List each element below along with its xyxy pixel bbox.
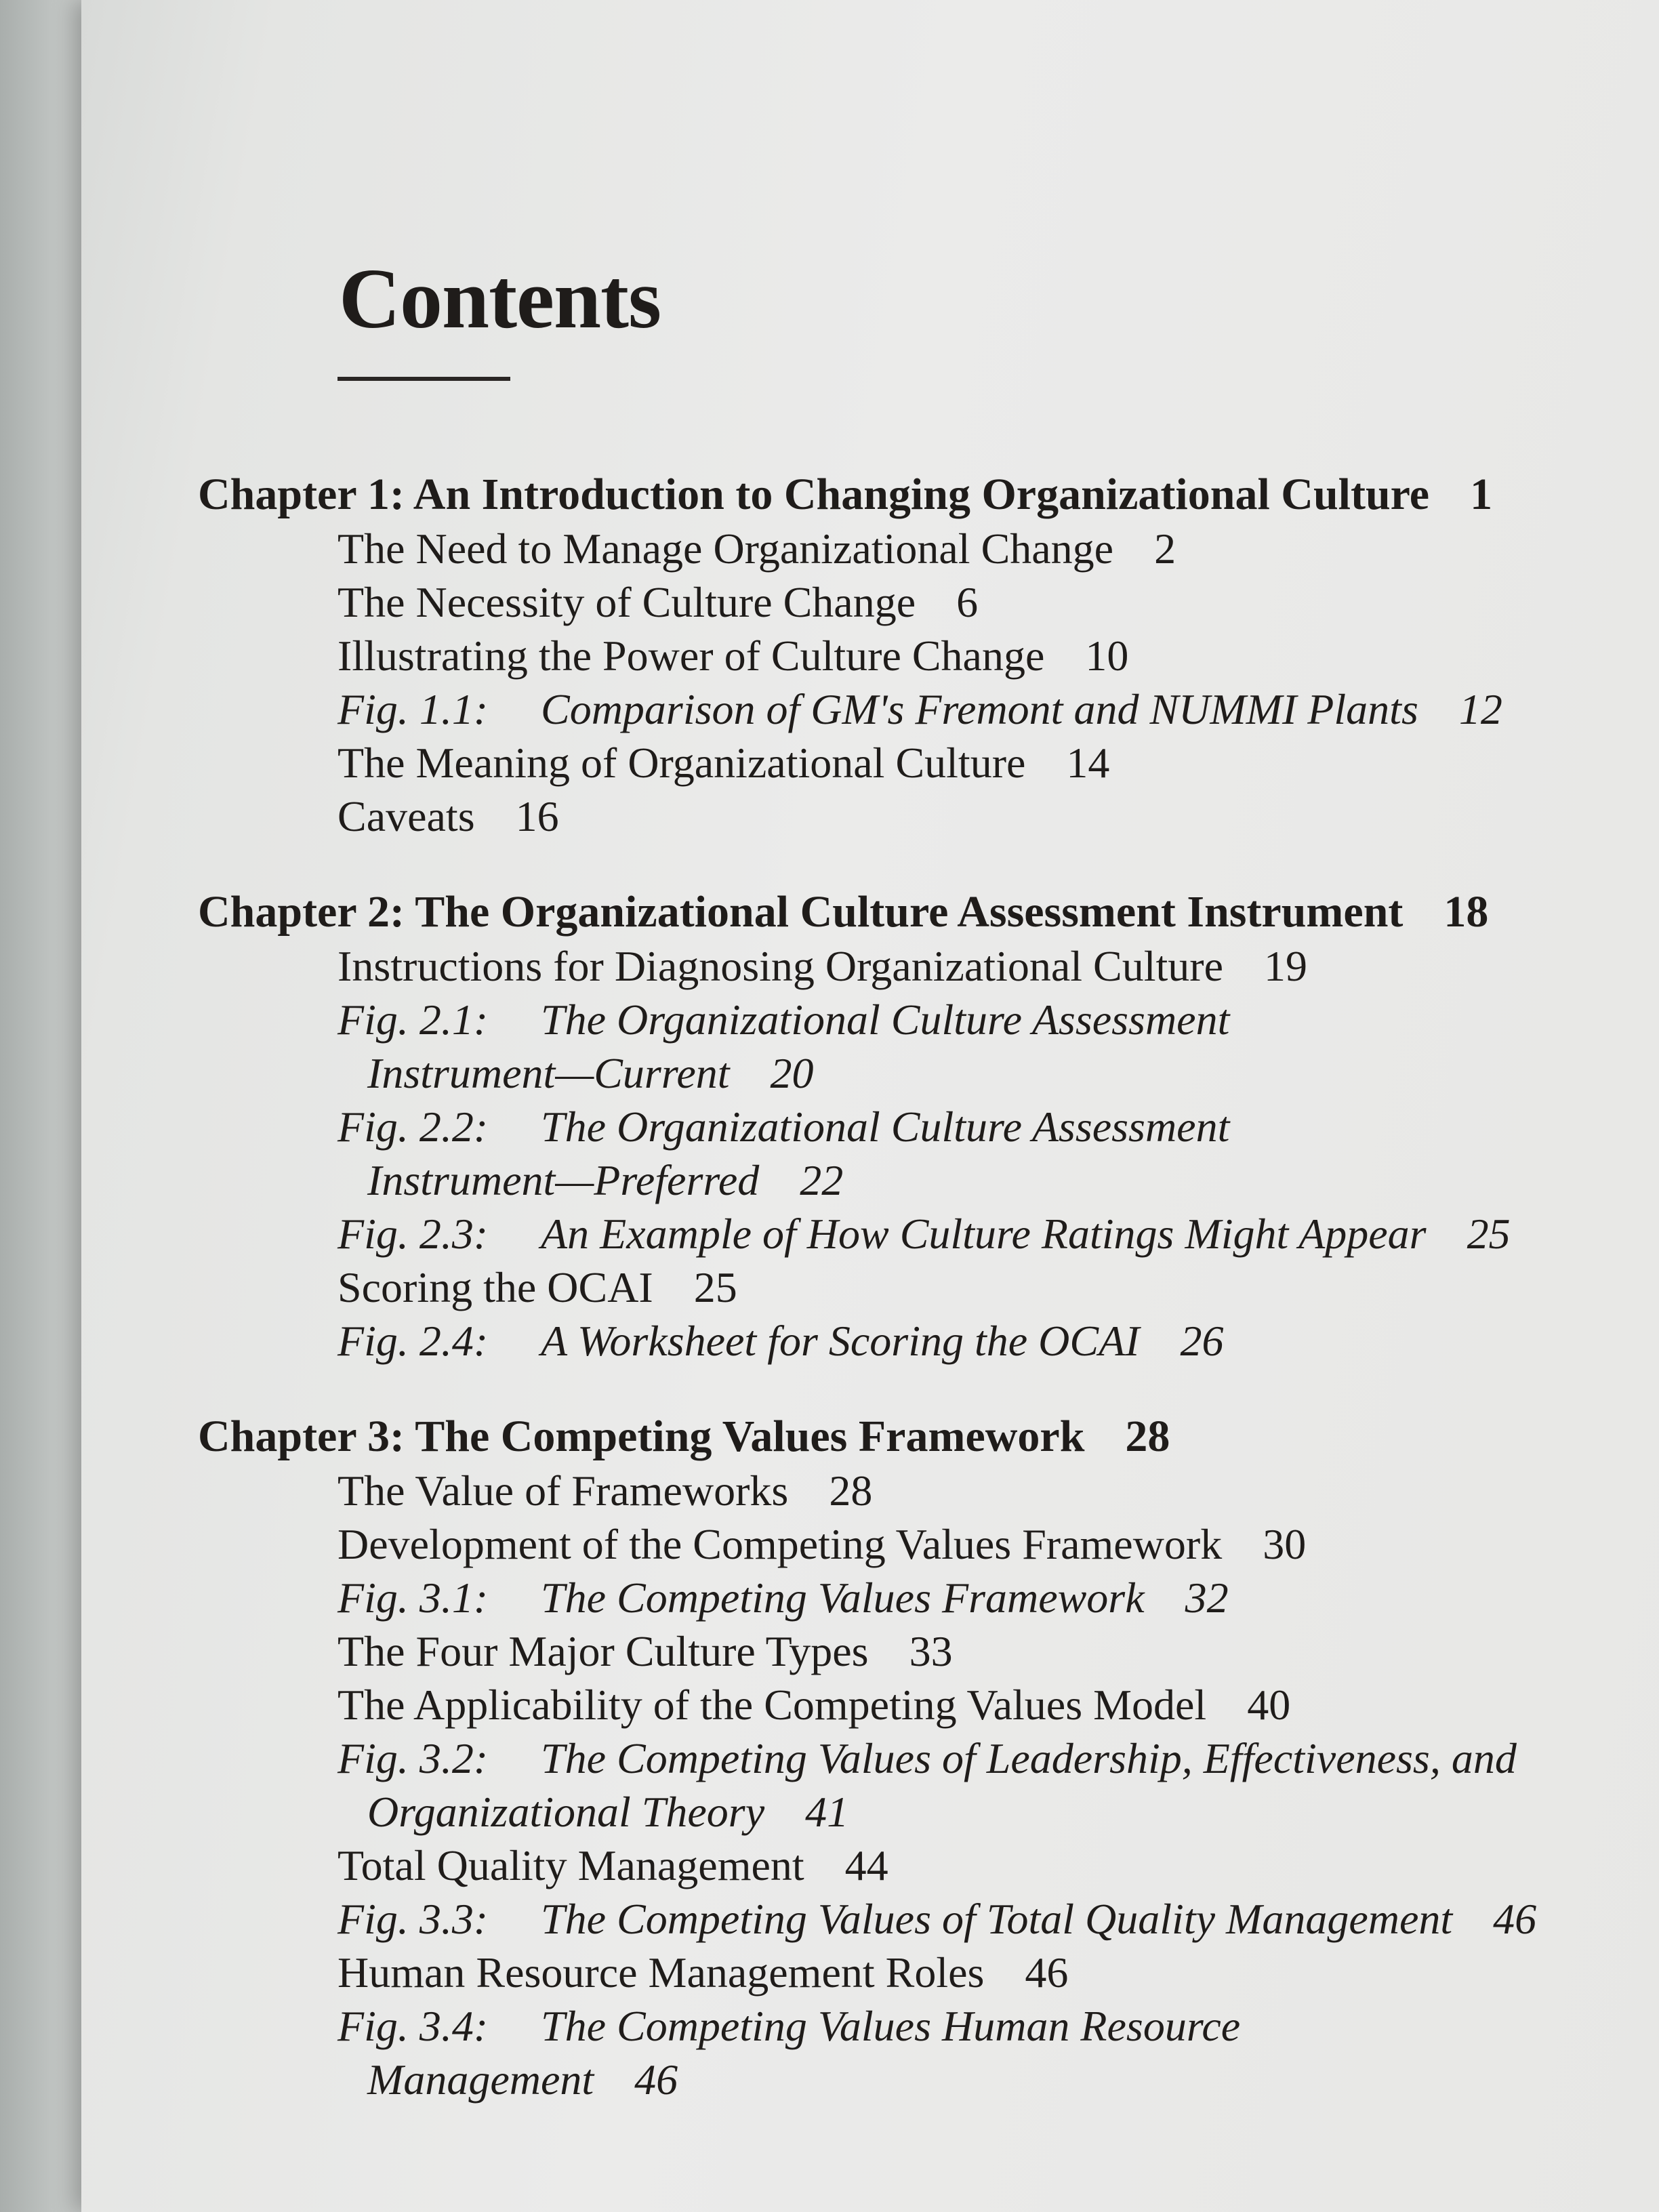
entry-title: The Value of Frameworks <box>337 1467 789 1515</box>
entry-page-number: 46 <box>634 2055 678 2104</box>
figure-number: Fig. 2.3: <box>337 1210 489 1258</box>
chapter-title: Chapter 2: The Organizational Culture Assessment Instrument <box>198 887 1404 937</box>
table-of-contents <box>198 468 1655 2106</box>
figure-number: Fig. 3.1: <box>337 1574 489 1622</box>
section-entry <box>198 1464 1655 1517</box>
entry-title-continuation: Management <box>367 2055 594 2104</box>
entry-title: The Four Major Culture Types <box>337 1627 869 1675</box>
figure-number: Fig. 2.1: <box>337 996 489 1044</box>
entry-page-number: 33 <box>909 1627 953 1675</box>
section-entry <box>198 522 1655 575</box>
figure-entry <box>198 993 1655 1046</box>
entry-title: Instructions for Diagnosing Organizational Culture <box>337 942 1223 990</box>
entry-title: An Example of How Culture Ratings Might Appear <box>541 1210 1427 1258</box>
figure-entry-continuation <box>198 1153 1655 1207</box>
entry-title: Human Resource Management Roles <box>337 1948 985 1996</box>
chapter-heading <box>198 885 1655 939</box>
entry-page-number: 2 <box>1154 525 1176 573</box>
figure-entry-continuation <box>198 2053 1655 2106</box>
figure-entry <box>198 1314 1655 1368</box>
entry-title: The Competing Values Human Resource <box>541 2002 1241 2050</box>
entry-page-number: 10 <box>1085 632 1129 680</box>
figure-number: Fig. 3.4: <box>337 2002 489 2050</box>
entry-page-number: 25 <box>1467 1210 1511 1258</box>
book-page <box>81 0 1659 2212</box>
entry-title: Comparison of GM's Fremont and NUMMI Plants <box>541 685 1418 733</box>
section-entry <box>198 1624 1655 1678</box>
entry-title: The Applicability of the Competing Values Model <box>337 1681 1207 1729</box>
entry-title-continuation: Instrument—Current <box>367 1049 730 1097</box>
entry-page-number: 12 <box>1458 685 1502 733</box>
entry-title: The Competing Values of Total Quality Management <box>541 1895 1453 1943</box>
binding-shadow <box>0 0 88 2212</box>
figure-entry <box>198 682 1655 736</box>
entry-page-number: 19 <box>1264 942 1307 990</box>
chapter-page-number: 18 <box>1443 887 1489 937</box>
entry-page-number: 16 <box>515 792 559 840</box>
entry-page-number: 44 <box>844 1841 888 1889</box>
figure-number: Fig. 3.2: <box>337 1734 489 1782</box>
chapter-heading <box>198 1410 1655 1464</box>
entry-page-number: 30 <box>1263 1520 1307 1568</box>
figure-number: Fig. 1.1: <box>337 685 489 733</box>
section-entry <box>198 939 1655 993</box>
figure-entry <box>198 1999 1655 2053</box>
chapter-page-number: 28 <box>1125 1412 1170 1461</box>
entry-title: A Worksheet for Scoring the OCAI <box>541 1317 1140 1365</box>
section-entry <box>198 1839 1655 1892</box>
section-entry <box>198 575 1655 629</box>
page-title: Contents <box>339 252 661 346</box>
figure-entry <box>198 1100 1655 1153</box>
entry-title-continuation: Organizational Theory <box>367 1788 765 1836</box>
entry-page-number: 40 <box>1247 1681 1291 1729</box>
entry-title: The Competing Values of Leadership, Effectiveness, and <box>541 1734 1517 1782</box>
figure-entry-continuation <box>198 1785 1655 1839</box>
entry-page-number: 20 <box>770 1049 814 1097</box>
entry-title: Illustrating the Power of Culture Change <box>337 632 1045 680</box>
entry-page-number: 41 <box>805 1788 849 1836</box>
section-entry <box>198 1678 1655 1732</box>
section-entry <box>198 629 1655 682</box>
figure-entry <box>198 1732 1655 1785</box>
entry-title: Scoring the OCAI <box>337 1263 653 1311</box>
figure-entry <box>198 1207 1655 1261</box>
entry-title: The Need to Manage Organizational Change <box>337 525 1114 573</box>
entry-title: The Necessity of Culture Change <box>337 578 916 626</box>
chapter-heading <box>198 468 1655 522</box>
section-entry <box>198 1517 1655 1571</box>
entry-page-number: 6 <box>956 578 979 626</box>
chapter-title: Chapter 1: An Introduction to Changing Organizational Culture <box>198 470 1430 519</box>
entry-title: The Organizational Culture Assessment <box>541 1103 1230 1151</box>
section-entry <box>198 1261 1655 1314</box>
figure-entry-continuation <box>198 1046 1655 1100</box>
chapter-title: Chapter 3: The Competing Values Framework <box>198 1412 1085 1461</box>
figure-number: Fig. 3.3: <box>337 1895 489 1943</box>
title-rule <box>337 377 510 381</box>
figure-number: Fig. 2.4: <box>337 1317 489 1365</box>
entry-title: The Meaning of Organizational Culture <box>337 739 1026 787</box>
entry-page-number: 14 <box>1066 739 1110 787</box>
section-entry <box>198 790 1655 843</box>
entry-page-number: 28 <box>829 1467 873 1515</box>
entry-title-continuation: Instrument—Preferred <box>367 1156 760 1204</box>
entry-page-number: 32 <box>1185 1574 1229 1622</box>
figure-entry <box>198 1571 1655 1624</box>
entry-page-number: 22 <box>800 1156 844 1204</box>
entry-title: The Competing Values Framework <box>541 1574 1145 1622</box>
figure-entry <box>198 1892 1655 1946</box>
figure-number: Fig. 2.2: <box>337 1103 489 1151</box>
entry-title: Caveats <box>337 792 475 840</box>
entry-page-number: 26 <box>1180 1317 1224 1365</box>
entry-title: Total Quality Management <box>337 1841 804 1889</box>
section-entry <box>198 1946 1655 1999</box>
entry-page-number: 46 <box>1493 1895 1537 1943</box>
entry-title: Development of the Competing Values Framework <box>337 1520 1223 1568</box>
entry-page-number: 46 <box>1025 1948 1069 1996</box>
entry-title: The Organizational Culture Assessment <box>541 996 1230 1044</box>
chapter-page-number: 1 <box>1470 470 1493 519</box>
section-entry <box>198 736 1655 790</box>
entry-page-number: 25 <box>693 1263 737 1311</box>
